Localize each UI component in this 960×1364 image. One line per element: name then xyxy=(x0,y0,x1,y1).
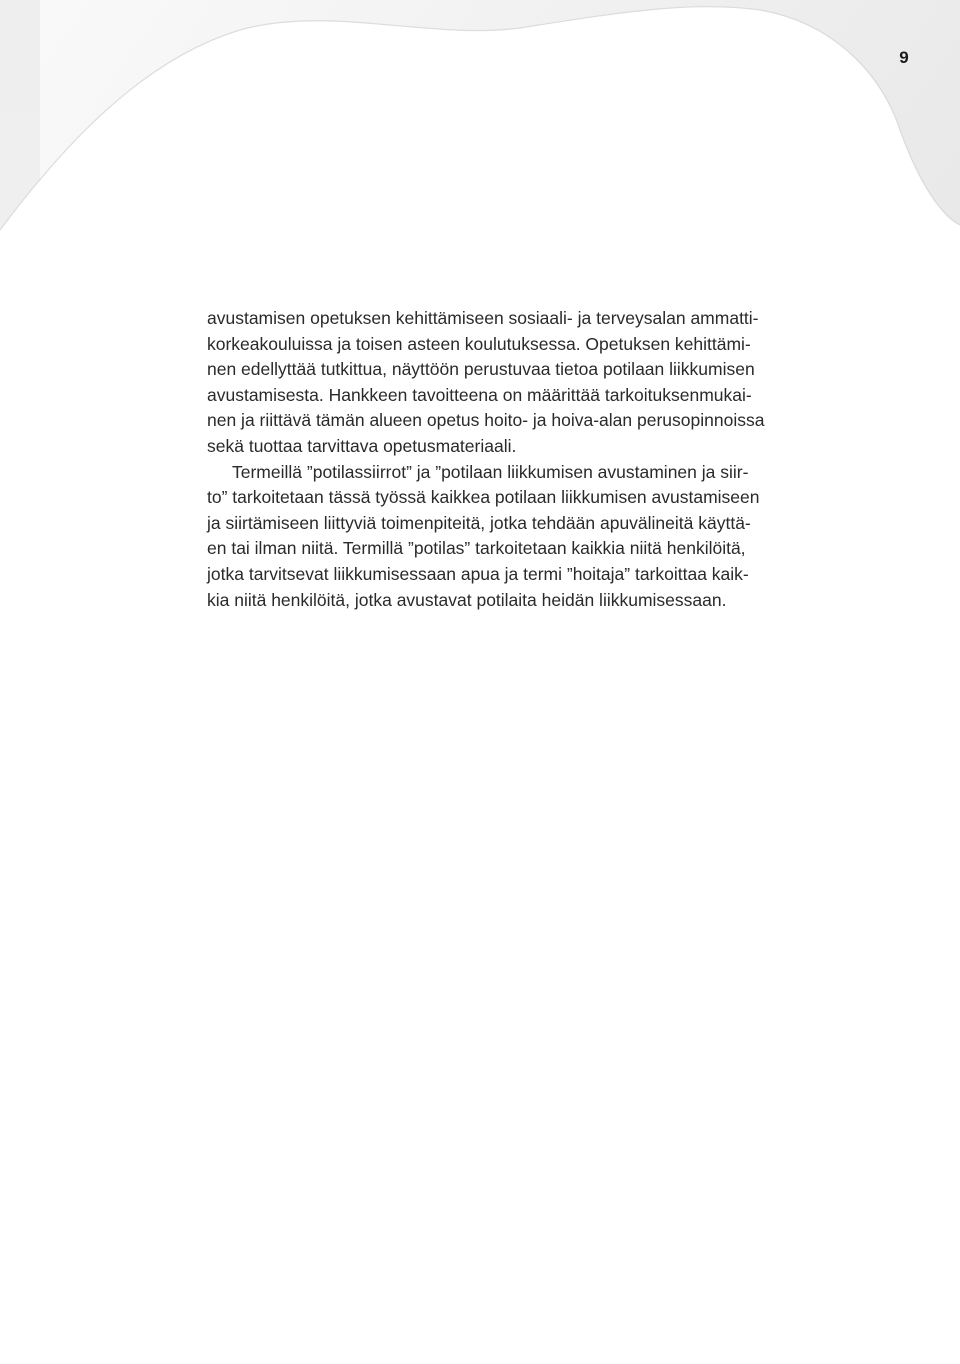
text-line: korkeakouluissa ja toisen asteen koulutuksessa. Opetuksen kehittämi- xyxy=(207,333,751,354)
body-text xyxy=(207,306,847,613)
text-line: kia niitä henkilöitä, jotka avustavat potilaita heidän liikkumisessaan. xyxy=(207,589,727,610)
text-line: nen ja riittävä tämän alueen opetus hoito- ja hoiva-alan perusopinnoissa xyxy=(207,410,765,431)
text-line: nen edellyttää tutkittua, näyttöön perustuvaa tietoa potilaan liikkumisen xyxy=(207,359,755,380)
white-blob xyxy=(0,7,960,1364)
text-line: en tai ilman niitä. Termillä ”potilas” tarkoitetaan kaikkia niitä henkilöitä, xyxy=(207,538,746,559)
text-line: to” tarkoitetaan tässä työssä kaikkea potilaan liikkumisen avustamiseen xyxy=(207,487,760,508)
text-line: Termeillä ”potilassiirrot” ja ”potilaan liikkumisen avustaminen ja siir- xyxy=(232,461,749,482)
text-line: ja siirtämiseen liittyviä toimenpiteitä, jotka tehdään apuvälineitä käyttä- xyxy=(207,512,751,533)
text-line: avustamisen opetuksen kehittämiseen sosiaali- ja terveysalan ammatti- xyxy=(207,308,759,328)
text-line: jotka tarvitsevat liikkumisessaan apua ja termi ”hoitaja” tarkoittaa kaik- xyxy=(207,563,749,584)
text-line: avustamisesta. Hankkeen tavoitteena on määrittää tarkoituksenmukai- xyxy=(207,384,752,405)
text-line: sekä tuottaa tarvittava opetusmateriaali. xyxy=(207,435,517,456)
page-number: 9 xyxy=(899,48,909,67)
